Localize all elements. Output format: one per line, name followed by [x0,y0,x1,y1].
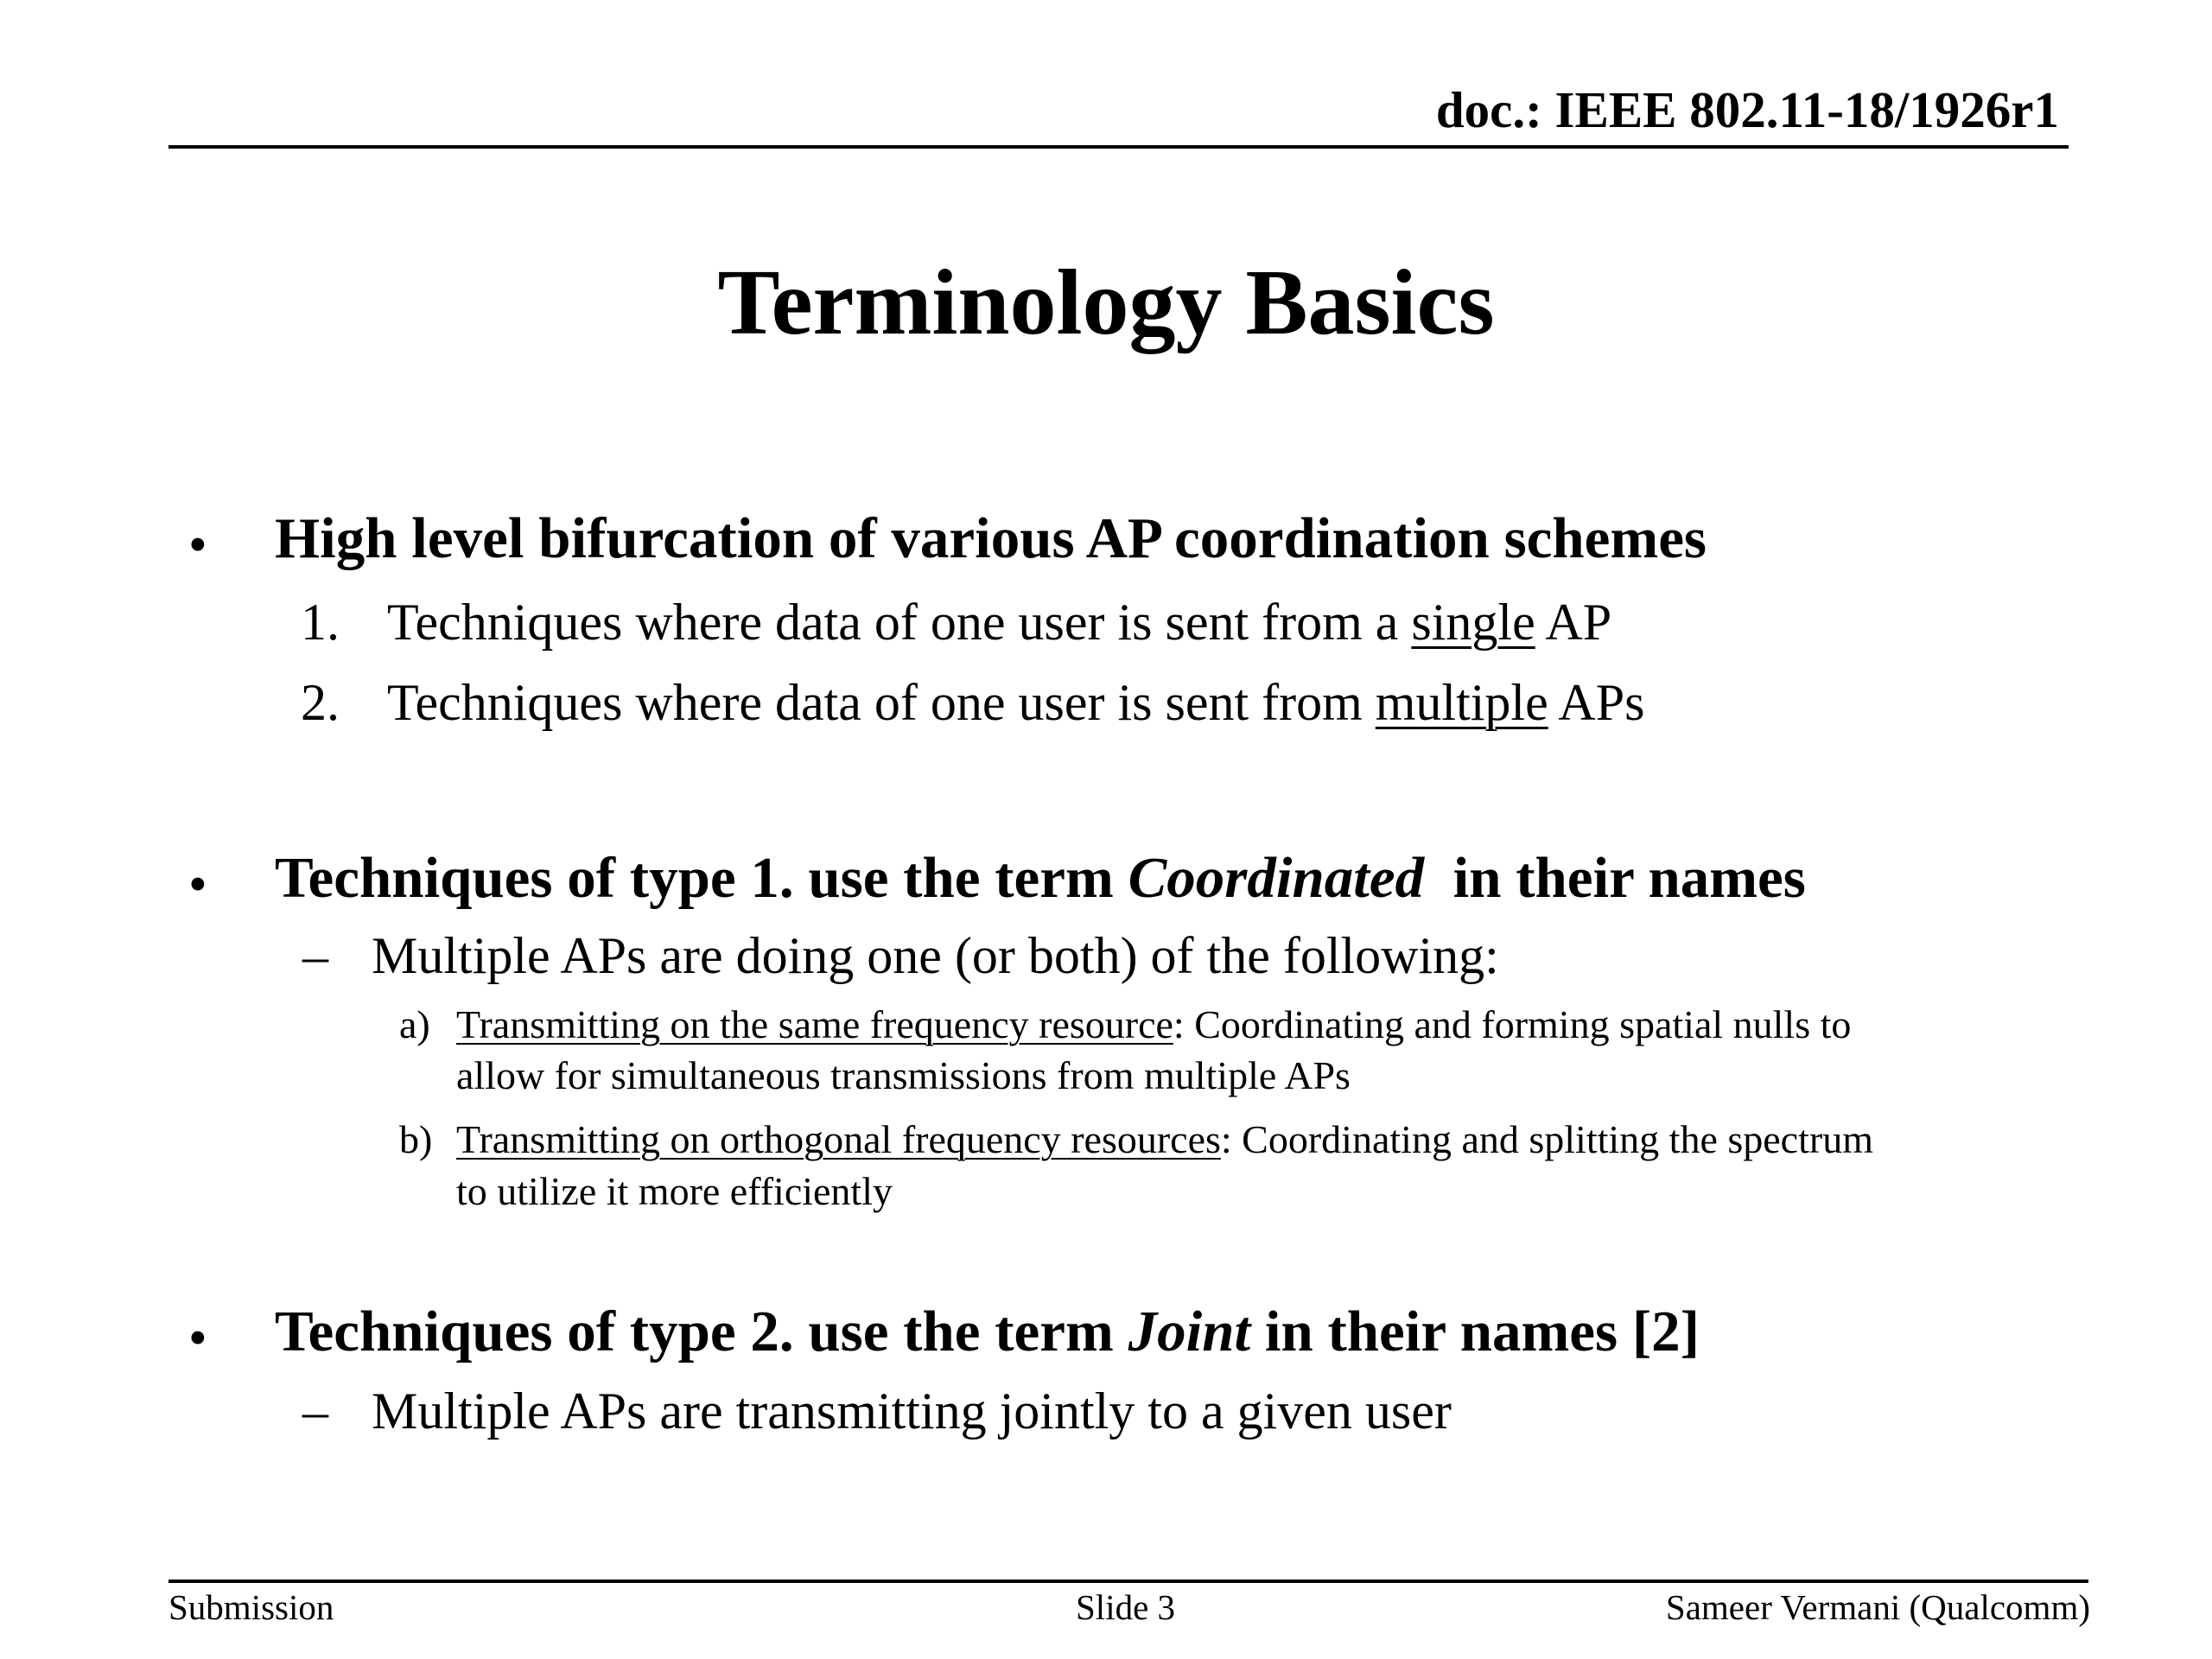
footer-rule [168,1580,2088,1583]
item-1-number: 1. [301,594,340,651]
bullet-2-italic: Coordinated [1128,846,1425,910]
slide-title: Terminology Basics [717,251,1495,354]
bullet-2-sub-text: Multiple APs are doing one (or both) of the following: [372,927,1499,984]
item-1-text: Techniques where data of one user is sent from a single AP [387,594,1612,651]
bullet-icon: • [188,516,207,575]
sub-dash: – [302,927,328,984]
item-2-underlined: multiple [1375,674,1548,731]
bullet-1-text: High level bifurcation of various AP coordination schemes [275,506,1707,570]
bullet-3-sub-text: Multiple APs are transmitting jointly to a given user [372,1382,1452,1440]
item-2-text: Techniques where data of one user is sent from multiple APs [387,674,1645,731]
item-b-marker: b) [399,1117,433,1161]
item-a-underlined: Transmitting on the same frequency resource [456,1002,1173,1046]
item-a-line-1: Transmitting on the same frequency resource: Coordinating and forming spatial nulls to [456,1002,1852,1046]
bullet-icon: • [188,1309,207,1368]
footer-slide-number: Slide 3 [1076,1587,1176,1627]
item-b-line-2: to utilize it more efficiently [456,1169,893,1213]
header-rule [168,145,2069,149]
footer-author: Sameer Vermani (Qualcomm) [1665,1587,2090,1627]
bullet-3-italic: Joint [1128,1300,1251,1363]
sub-dash: – [302,1382,328,1440]
item-b-line-1: Transmitting on orthogonal frequency resources: Coordinating and splitting the spectrum [456,1117,1873,1161]
item-b-underlined: Transmitting on orthogonal frequency resources [456,1117,1221,1161]
bullet-icon: • [188,855,207,914]
footer-left: Submission [168,1587,334,1627]
bullet-3-text: Techniques of type 2. use the term Joint in their names [2] [275,1300,1700,1363]
item-a-marker: a) [399,1002,430,1046]
item-1-underlined: single [1411,594,1535,651]
bullet-2-text: Techniques of type 1. use the term Coordinated in their names [275,846,1806,910]
document-id: doc.: IEEE 802.11-18/1926r1 [1435,81,2059,138]
item-a-line-2: allow for simultaneous transmissions from multiple APs [456,1053,1351,1097]
item-2-number: 2. [301,674,340,731]
